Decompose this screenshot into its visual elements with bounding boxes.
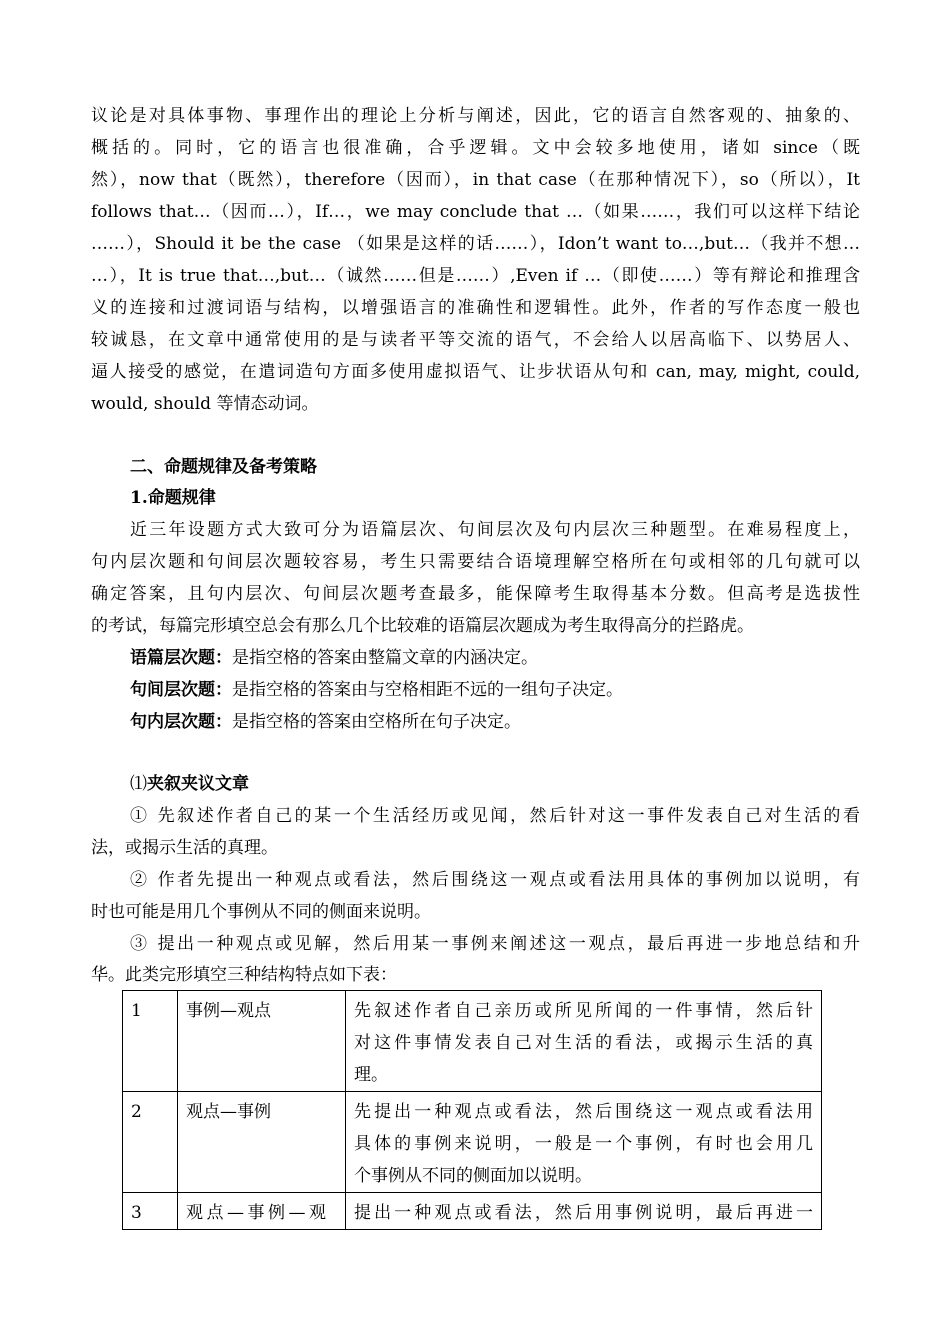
body-text-line: ② 作者先提出一种观点或看法，然后围绕这一观点或看法用具体的事例加以说明，有 [130,870,860,890]
row-number-cell: 2 [123,1092,178,1193]
body-text-line: 逼人接受的感觉，在遣词造句方面多使用虚拟语气、让步状语从句和 can, may, might, could, [91,362,860,382]
table-row [123,1092,822,1193]
body-text-line: would, should 等情态动词。 [91,394,319,414]
definition-text: 是指空格的答案由空格所在句子决定。 [232,712,521,732]
body-text-line: ……），Should it be the case （如果是这样的话……），Idon’t want to…,but…（我并不想… [91,234,860,254]
body-text-line: 议论是对具体事物、事理作出的理论上分析与阐述，因此，它的语言自然客观的、抽象的、 [91,106,860,126]
table-row [123,991,822,1092]
definition-term: 句间层次题： [130,680,232,700]
body-text-line: 句内层次题和句间层次题较容易，考生只需要结合语境理解空格所在句或相邻的几句就可以 [91,552,860,572]
description-line: 具体的事例来说明，一般是一个事例，有时也会用几 [354,1134,813,1154]
body-text-line: 时也可能是用几个事例从不同的侧面来说明。 [91,902,431,922]
body-text-line: 法，或揭示生活的真理。 [91,838,278,858]
description-line: 理。 [354,1065,388,1085]
body-text-line: 华。此类完形填空三种结构特点如下表： [91,965,397,985]
body-text-line: 然），now that（既然），therefore（因而），in that case（在那种情况下），so（所以），It [91,170,860,190]
description-line: 先叙述作者自己亲历或所见所闻的一件事情，然后针 [354,1001,813,1021]
structure-type-cell: 事例—观点 [178,991,346,1092]
definition-text: 是指空格的答案由与空格相距不远的一组句子决定。 [232,680,623,700]
row-number-cell: 3 [123,1193,178,1230]
definition-text: 是指空格的答案由整篇文章的内涵决定。 [232,648,538,668]
row-number-cell: 1 [123,991,178,1092]
definition-line [130,709,521,735]
body-text-line: ③ 提出一种观点或见解，然后用某一事例来阐述这一观点，最后再进一步地总结和升 [130,934,860,954]
heading-text: 夹叙夹议文章 [147,774,249,794]
body-text-line: 的考试，每篇完形填空总会有那么几个比较难的语篇层次题成为考生取得高分的拦路虎。 [91,616,754,636]
definition-term: 语篇层次题： [130,648,232,668]
body-text-line: ① 先叙述作者自己的某一个生活经历或见闻，然后针对这一事件发表自己对生活的看 [130,806,860,826]
body-text-line: 概括的。同时，它的语言也很准确，合乎逻辑。文中会较多地使用，诸如 since（既 [91,138,860,158]
description-line: 提出一种观点或看法，然后用事例说明，最后再进一 [354,1203,813,1223]
description-line: 先提出一种观点或看法，然后围绕这一观点或看法用 [354,1102,813,1122]
subsection-heading: 1.命题规律 [130,488,216,508]
description-cell [346,1193,822,1230]
body-text-line: follows that…（因而…），If…，we may conclude that …（如果……，我们可以这样下结论 [91,202,860,222]
description-cell [346,1092,822,1193]
body-text-line: 确定答案，且句内层次、句间层次题考查最多，能保障考生取得基本分数。但高考是选拔性 [91,584,860,604]
body-text-line: …），It is true that…,but…（诚然……但是……）,Even if …（即使……）等有辩论和推理含 [91,266,860,286]
body-text-line: 较诚恳，在文章中通常使用的是与读者平等交流的语气，不会给人以居高临下、以势居人、 [91,330,860,350]
definition-line [130,677,623,703]
structure-table [122,990,822,1230]
body-text-line: 近三年设题方式大致可分为语篇层次、句间层次及句内层次三种题型。在难易程度上， [130,520,860,540]
structure-type-cell: 观点—事例—观 [178,1193,346,1230]
definition-term: 句内层次题： [130,712,232,732]
section-heading: 二、命题规律及备考策略 [130,457,317,477]
structure-type-cell: 观点—事例 [178,1092,346,1193]
definition-line [130,645,538,671]
subsection-heading [130,771,249,797]
table-row [123,1193,822,1230]
heading-number: ⑴ [130,774,147,794]
description-line: 对这件事情发表自己对生活的看法，或揭示生活的真 [354,1033,813,1053]
description-cell [346,991,822,1092]
description-line: 个事例从不同的侧面加以说明。 [354,1166,592,1186]
body-text-line: 义的连接和过渡词语与结构，以增强语言的准确性和逻辑性。此外，作者的写作态度一般也 [91,298,860,318]
